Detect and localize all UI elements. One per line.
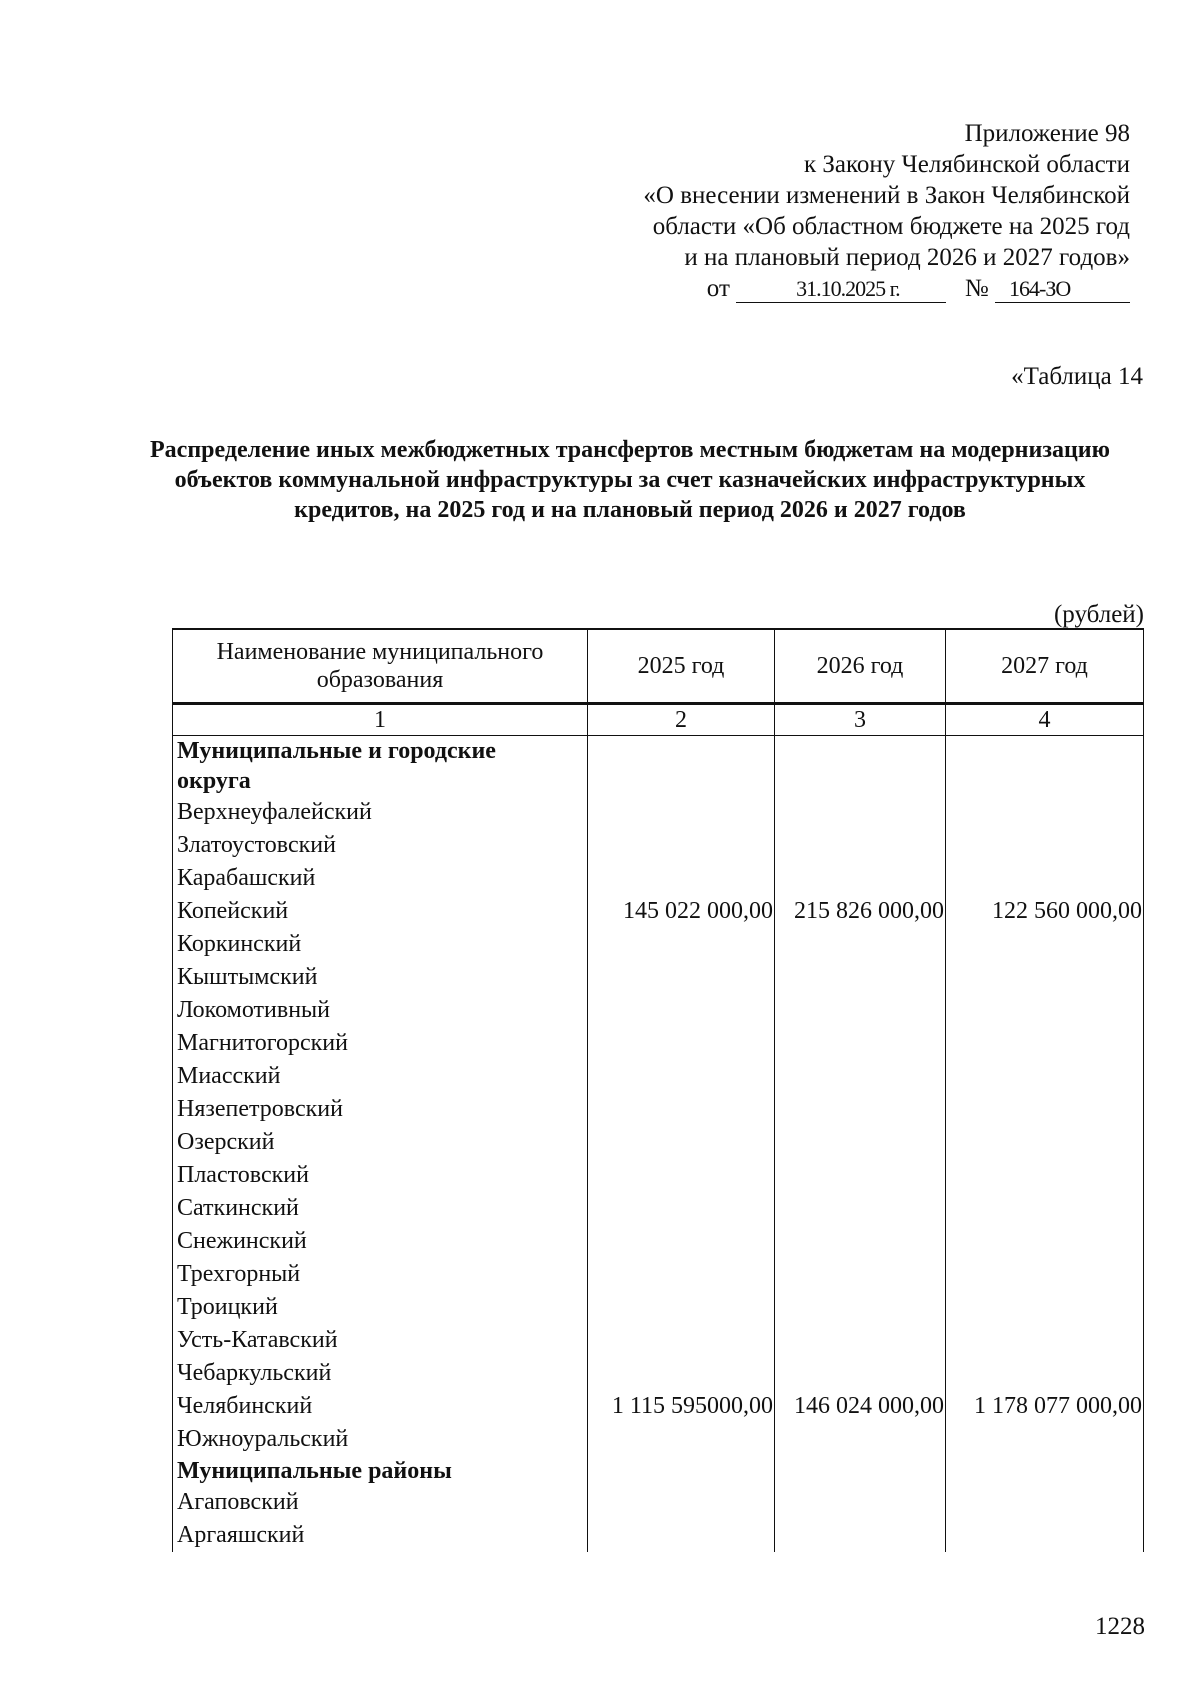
- law-date: 31.10.2025 г.: [736, 276, 946, 303]
- page-number: 1228: [1095, 1613, 1145, 1640]
- appendix-law-title-3: и на плановый период 2026 и 2027 годов»: [684, 244, 1130, 271]
- column-number-row: [173, 704, 1144, 736]
- list-item: Троицкий: [177, 1294, 278, 1320]
- number-label: №: [964, 275, 989, 302]
- list-item: Копейский: [177, 898, 289, 924]
- list-item: Пластовский: [177, 1162, 309, 1188]
- values-2025-column: [588, 736, 775, 1553]
- appendix-date-line: [570, 273, 1130, 304]
- appendix-law-title-2: области «Об областном бюджете на 2025 год: [652, 213, 1130, 240]
- list-item: Озерский: [177, 1129, 275, 1155]
- group-heading-okruga-1: Муниципальные и городские: [177, 738, 496, 764]
- from-label: от: [706, 275, 730, 302]
- column-number: 3: [775, 704, 946, 736]
- appendix-law-ref: к Закону Челябинской области: [804, 151, 1130, 178]
- value-chelyabinsky-2026: 146 024 000,00: [794, 1393, 944, 1419]
- list-item: Локомотивный: [177, 997, 331, 1023]
- table-body-row: [173, 736, 1144, 1553]
- column-number: 4: [946, 704, 1144, 736]
- list-item: Карабашский: [177, 865, 316, 891]
- value-chelyabinsky-2025: 1 115 595000,00: [611, 1393, 773, 1419]
- list-item: Нязепетровский: [177, 1096, 343, 1122]
- list-item: Челябинский: [177, 1393, 313, 1419]
- list-item: Миасский: [177, 1063, 281, 1089]
- law-number: 164-ЗО: [995, 276, 1130, 303]
- names-column: [173, 736, 588, 1553]
- list-item: Верхнеуфалейский: [177, 799, 372, 825]
- header-2027: 2027 год: [946, 629, 1144, 704]
- group-heading-rayony: Муниципальные районы: [177, 1458, 452, 1484]
- appendix-header: [570, 118, 1130, 304]
- list-item: Усть-Катавский: [177, 1327, 338, 1353]
- list-item: Кыштымский: [177, 964, 318, 990]
- values-2026-column: [775, 736, 946, 1553]
- list-item: Чебаркульский: [177, 1360, 332, 1386]
- value-chelyabinsky-2027: 1 178 077 000,00: [974, 1393, 1142, 1419]
- list-item: Агаповский: [177, 1489, 299, 1515]
- list-item: Коркинский: [177, 931, 302, 957]
- group-heading-okruga-2: округа: [177, 768, 251, 794]
- list-item: Магнитогорский: [177, 1030, 348, 1056]
- column-number: 1: [173, 704, 588, 736]
- header-2025: 2025 год: [588, 629, 775, 704]
- table-label: «Таблица 14: [1011, 363, 1143, 390]
- values-2027-column: [946, 736, 1144, 1553]
- value-kopeysky-2027: 122 560 000,00: [992, 898, 1142, 924]
- units-label: (рублей): [1053, 601, 1144, 628]
- transfers-table: [172, 628, 1144, 1552]
- appendix-law-title-1: «О внесении изменений в Закон Челябинской: [643, 182, 1130, 209]
- list-item: Аргаяшский: [177, 1522, 305, 1548]
- value-kopeysky-2025: 145 022 000,00: [623, 898, 773, 924]
- header-municipality: Наименование муниципального образования: [173, 629, 588, 704]
- list-item: Саткинский: [177, 1195, 299, 1221]
- list-item: Златоустовский: [177, 832, 336, 858]
- value-kopeysky-2026: 215 826 000,00: [794, 898, 944, 924]
- appendix-number: Приложение 98: [964, 120, 1130, 147]
- column-number: 2: [588, 704, 775, 736]
- list-item: Трехгорный: [177, 1261, 301, 1287]
- document-title: Распределение иных межбюджетных трансфертов местным бюджетам на модернизацию объектов коммунальной инфраструктуры за счет казначейских инфраструктурных кредитов, на 2025 год и на плановый период 2026 и 2027 годов: [150, 437, 1110, 523]
- header-2026: 2026 год: [775, 629, 946, 704]
- list-item: Снежинский: [177, 1228, 307, 1254]
- list-item: Южноуральский: [177, 1426, 349, 1452]
- table-header-row: [173, 629, 1144, 704]
